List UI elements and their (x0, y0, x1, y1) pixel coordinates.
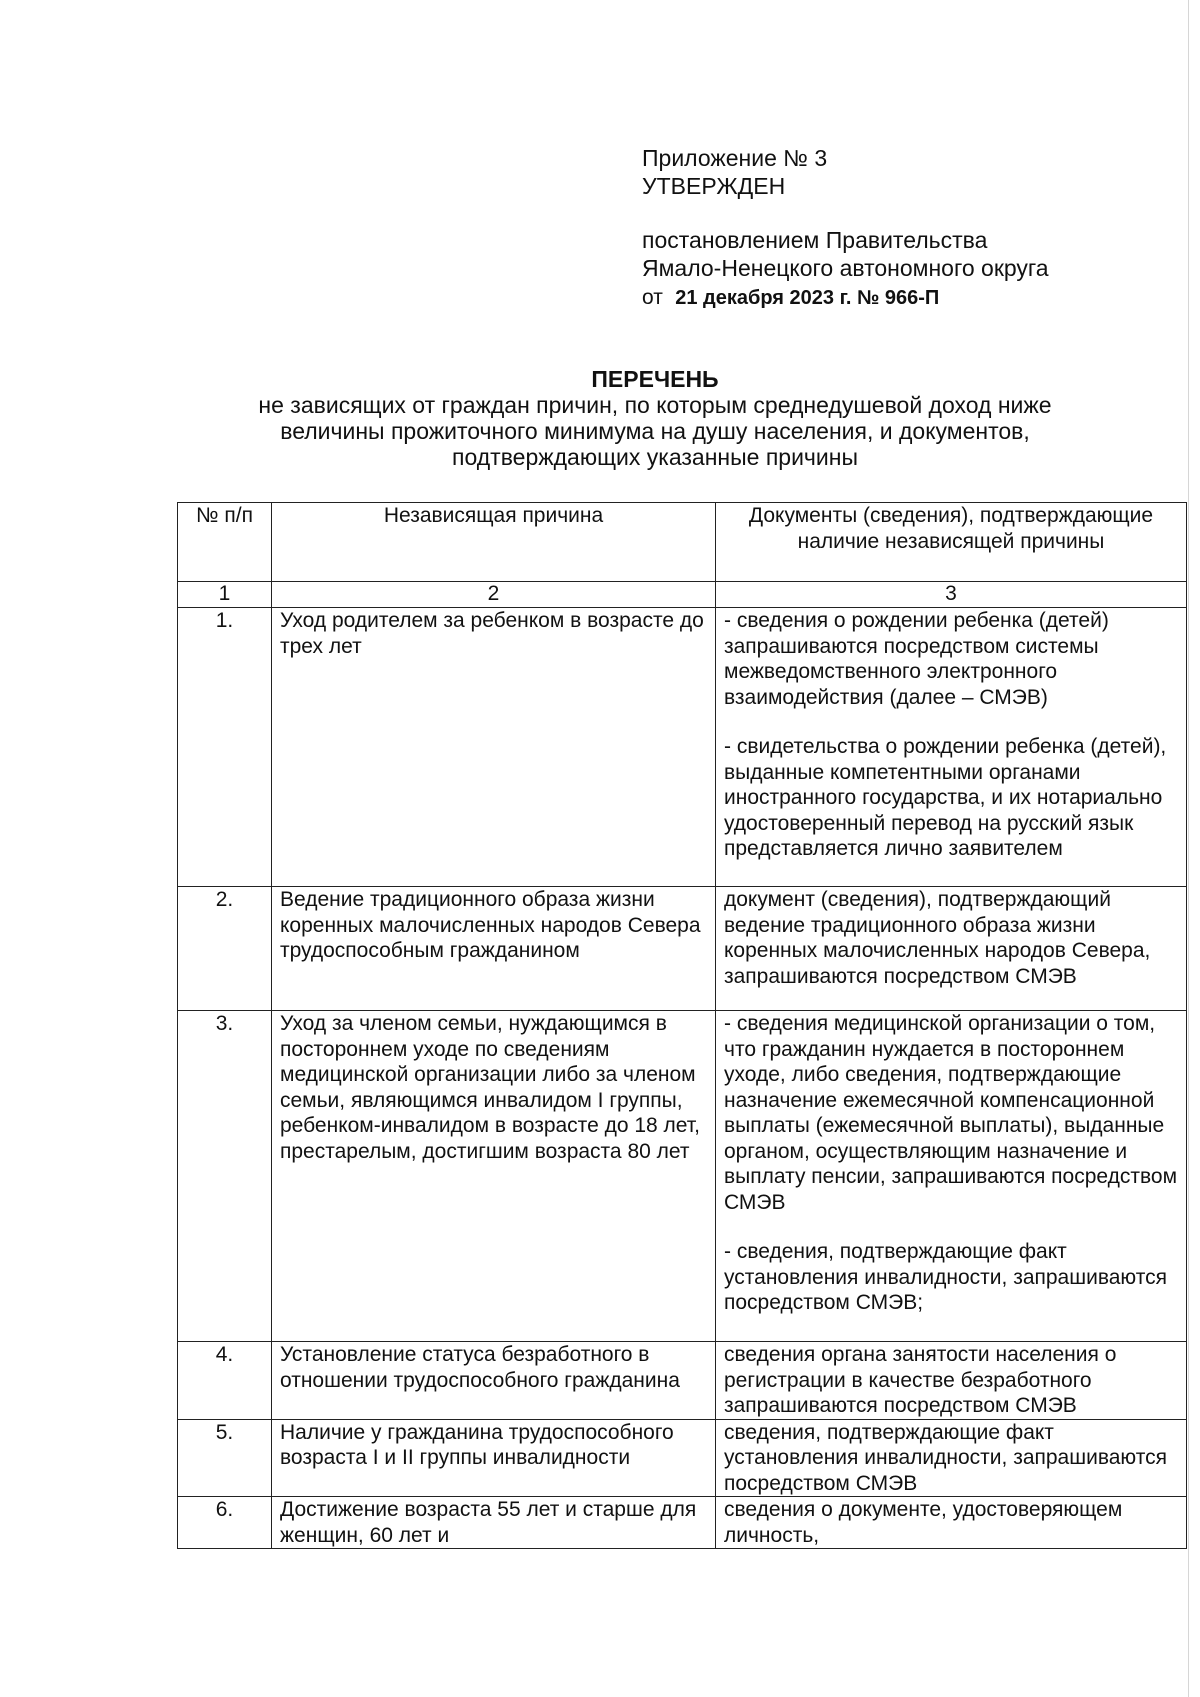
subtitle-line-3: подтверждающих указанные причины (452, 444, 858, 470)
row-docs (716, 608, 1187, 887)
appendix-label: Приложение № 3 (642, 145, 828, 171)
row-reason: Ведение традиционного образа жизни коренных малочисленных народов Севера трудоспособным гражданином (272, 887, 716, 1011)
column-index-row (178, 582, 1187, 608)
doc-paragraph: сведения, подтверждающие факт установления инвалидности, запрашиваются посредством СМЭВ (724, 1420, 1167, 1495)
row-number: 4. (178, 1342, 272, 1420)
approval-date-line (642, 282, 1112, 312)
row-docs (716, 887, 1187, 1011)
doc-paragraph: сведения органа занятости населения о регистрации в качестве безработного запрашиваются посредством СМЭВ (724, 1343, 1117, 1417)
row-number: 3. (178, 1011, 272, 1342)
row-reason: Наличие у гражданина трудоспособного возраста I и II группы инвалидности (272, 1419, 716, 1497)
row-number: 6. (178, 1497, 272, 1549)
header-num: № п/п (178, 503, 272, 582)
row-docs (716, 1011, 1187, 1342)
approved-label: УТВЕРЖДЕН (642, 173, 786, 199)
subtitle-line-1: не зависящих от граждан причин, по которым среднедушевой доход ниже (258, 392, 1052, 418)
doc-paragraph: сведения о документе, удостоверяющем личность, (724, 1498, 1123, 1547)
row-reason: Уход за членом семьи, нуждающимся в постороннем уходе по сведениям медицинской организации либо за членом семьи, являющимся инвалидом I группы, ребенком-инвалидом в возрасте до 18 лет, престарелым, достигшим возраста 80 лет (272, 1011, 716, 1342)
row-number: 2. (178, 887, 272, 1011)
row-docs (716, 1497, 1187, 1549)
row-reason: Достижение возраста 55 лет и старше для женщин, 60 лет и (272, 1497, 716, 1549)
row-reason: Установление статуса безработного в отношении трудоспособного гражданина (272, 1342, 716, 1420)
table-row (178, 887, 1187, 1011)
date-prefix: от (642, 286, 663, 309)
column-index: 1 (178, 582, 272, 608)
document-title: ПЕРЕЧЕНЬ (591, 366, 719, 392)
column-index: 3 (716, 582, 1187, 608)
doc-paragraph: документ (сведения), подтверждающий ведение традиционного образа жизни коренных малочисленных народов Севера, запрашиваются посредством СМЭВ (724, 888, 1151, 988)
doc-paragraph: - сведения, подтверждающие факт установления инвалидности, запрашиваются посредством СМЭВ; (724, 1240, 1167, 1314)
approved-by-line-2: Ямало-Ненецкого автономного округа (642, 255, 1049, 281)
doc-paragraph: - сведения медицинской организации о том, что гражданин нуждается в постороннем уходе, либо сведения, подтверждающие назначение ежемесячной компенсационной выплаты (ежемесячной выплаты), выданные органом, осуществляющим назначение и выплату пенсии, запрашиваются посредством СМЭВ (724, 1012, 1178, 1214)
table-row (178, 1342, 1187, 1420)
doc-paragraph: - свидетельства о рождении ребенка (детей), выданные компетентными органами иностранного государства, и их нотариально удостоверенный перевод на русский язык представляется лично заявителем (724, 735, 1167, 860)
approved-by-line-1: постановлением Правительства (642, 227, 988, 253)
approval-block (642, 144, 1112, 312)
row-docs (716, 1342, 1187, 1420)
header-reason: Независящая причина (272, 503, 716, 582)
column-index: 2 (272, 582, 716, 608)
row-reason: Уход родителем за ребенком в возрасте до трех лет (272, 608, 716, 887)
scan-edge-line (1188, 0, 1189, 1697)
subtitle-line-2: величины прожиточного минимума на душу населения, и документов, (280, 418, 1030, 444)
row-number: 1. (178, 608, 272, 887)
document-heading (160, 366, 1150, 470)
table-row (178, 1011, 1187, 1342)
approval-date: 21 декабря 2023 г. № 966-П (675, 287, 940, 309)
causes-table (177, 502, 1187, 1549)
doc-paragraph: - сведения о рождении ребенка (детей) запрашиваются посредством системы межведомственного электронного взаимодействия (далее – СМЭВ) (724, 609, 1109, 709)
table-row (178, 1419, 1187, 1497)
table-row (178, 1497, 1187, 1549)
row-number: 5. (178, 1419, 272, 1497)
table-row (178, 608, 1187, 887)
header-docs: Документы (сведения), подтверждающие наличие независящей причины (716, 503, 1187, 582)
row-docs (716, 1419, 1187, 1497)
table-header-row (178, 503, 1187, 582)
